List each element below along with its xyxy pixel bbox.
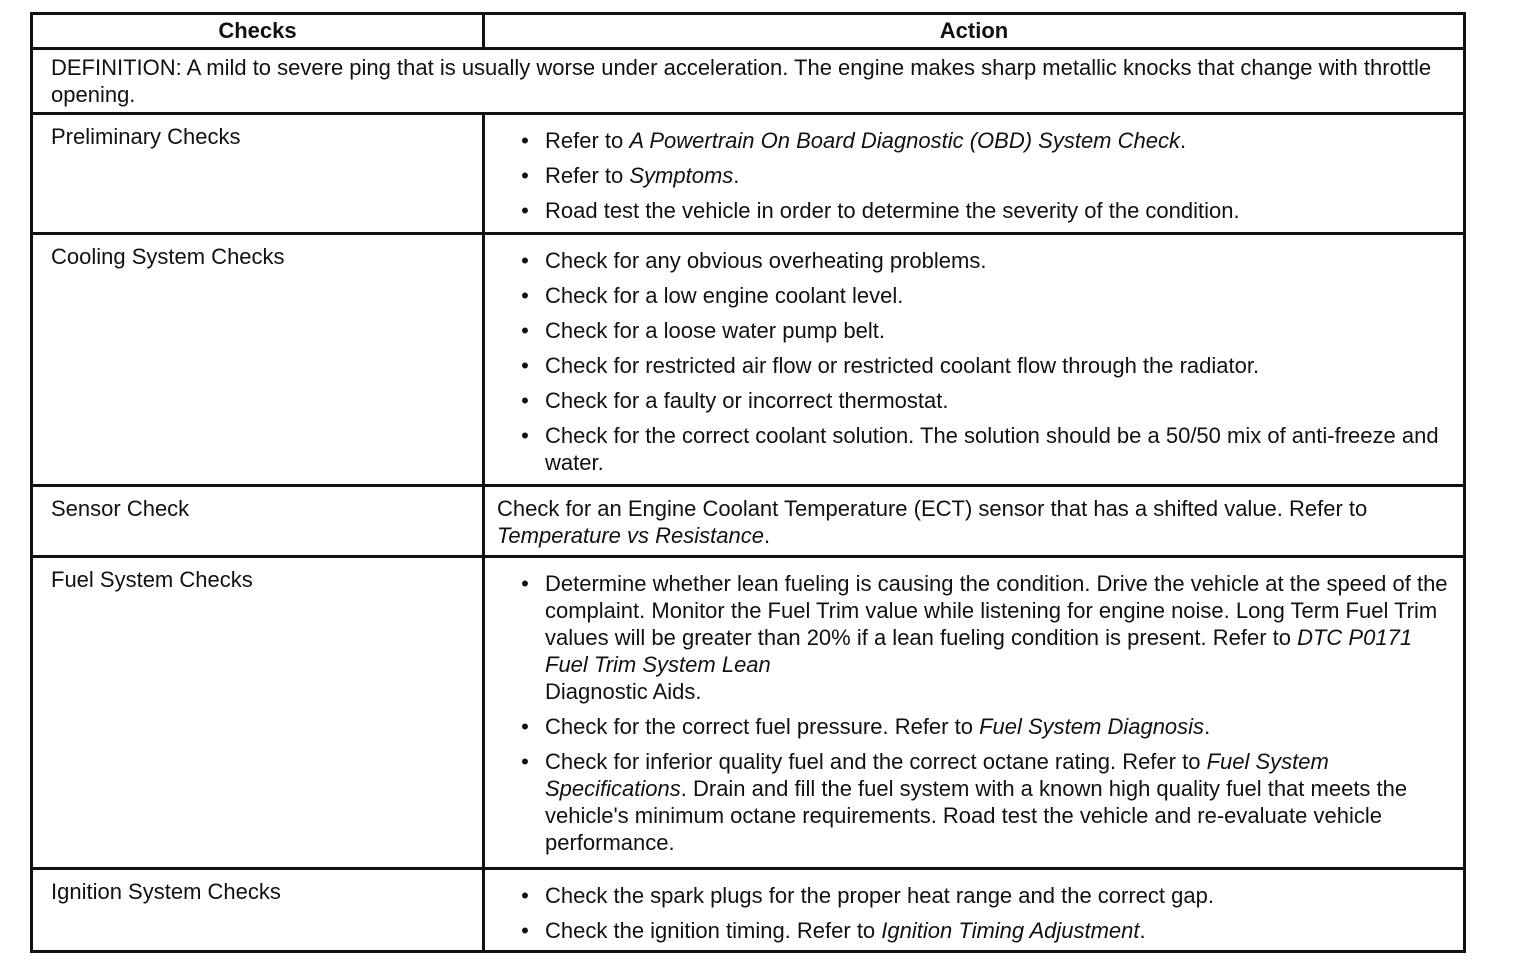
cooling-system-actions [484,234,1465,486]
list-item: • Check for the correct coolant solution. The solution should be a 50/50 mix of anti-freeze and water. [515,422,1449,476]
reference-link[interactable]: Temperature vs Resistance [497,523,764,548]
fuel-system-actions [484,557,1465,869]
list-item: • Check the ignition timing. Refer to Ignition Timing Adjustment. [515,917,1449,944]
list-item: • Check for a low engine coolant level. [515,282,1449,309]
bullet-icon: • [521,749,529,774]
bullet-icon: • [521,163,529,188]
list-item: • Determine whether lean fueling is causing the condition. Drive the vehicle at the speed of the complaint. Monitor the Fuel Trim value while listening for engine noise. Long Term Fuel Trim values will be greater than 20% if a lean fueling condition is present. Refer to DTC P0171 Fuel Trim System Lean Diagnostic Aids. [515,570,1449,705]
ignition-system-actions [484,869,1465,952]
bullet-icon: • [521,918,529,943]
list-item: • Check for a faulty or incorrect thermostat. [515,387,1449,414]
reference-link[interactable]: Fuel System Specifications [545,749,1329,801]
list-item: • Check the spark plugs for the proper heat range and the correct gap. [515,882,1449,909]
list-item: • Check for any obvious overheating problems. [515,247,1449,274]
bullet-icon: • [521,714,529,739]
table-row [32,869,1465,952]
table-row [32,486,1465,557]
bullet-icon: • [521,388,529,413]
reference-link[interactable]: Fuel System Diagnosis [979,714,1205,739]
table-header-row [32,14,1465,49]
bullet-icon: • [521,353,529,378]
reference-link[interactable]: A Powertrain On Board Diagnostic (OBD) System Check [629,128,1180,153]
list-item: • Check for a loose water pump belt. [515,317,1449,344]
ignition-system-checks-label: Ignition System Checks [32,869,484,952]
preliminary-actions [484,114,1465,234]
reference-link[interactable]: DTC P0171 Fuel Trim System Lean [545,625,1413,677]
table-row [32,234,1465,486]
list-item: • Check for restricted air flow or restricted coolant flow through the radiator. [515,352,1449,379]
bullet-icon: • [521,248,529,273]
bullet-icon: • [521,128,529,153]
action-column-header: Action [484,14,1465,49]
cooling-system-checks-label: Cooling System Checks [32,234,484,486]
reference-link[interactable]: Symptoms [629,163,734,188]
bullet-icon: • [521,198,529,223]
table-row [32,114,1465,234]
reference-link[interactable]: Ignition Timing Adjustment [881,918,1140,943]
bullet-icon: • [521,283,529,308]
diagnostic-table [30,12,1466,953]
list-item: • Check for inferior quality fuel and the correct octane rating. Refer to Fuel System Specifications. Drain and fill the fuel system with a known high quality fuel that meets the vehicle's minimum octane requirements. Road test the vehicle and re-evaluate vehicle performance. [515,748,1449,856]
bullet-icon: • [521,571,529,596]
bullet-icon: • [521,318,529,343]
preliminary-checks-label: Preliminary Checks [32,114,484,234]
list-item: • Refer to Symptoms. [515,162,1449,189]
definition-text: DEFINITION: A mild to severe ping that is usually worse under acceleration. The engine makes sharp metallic knocks that change with throttle opening. [32,49,1465,114]
bullet-icon: • [521,423,529,448]
sensor-check-label: Sensor Check [32,486,484,557]
checks-column-header: Checks [32,14,484,49]
list-item: • Check for the correct fuel pressure. Refer to Fuel System Diagnosis. [515,713,1449,740]
bullet-icon: • [521,883,529,908]
definition-row [32,49,1465,114]
sensor-check-action: Check for an Engine Coolant Temperature (ECT) sensor that has a shifted value. Refer to Temperature vs Resistance. [484,486,1465,557]
list-item: • Road test the vehicle in order to determine the severity of the condition. [515,197,1449,224]
table-row [32,557,1465,869]
fuel-system-checks-label: Fuel System Checks [32,557,484,869]
list-item: • Refer to A Powertrain On Board Diagnostic (OBD) System Check. [515,127,1449,154]
diagnostic-table-page [30,12,1466,953]
